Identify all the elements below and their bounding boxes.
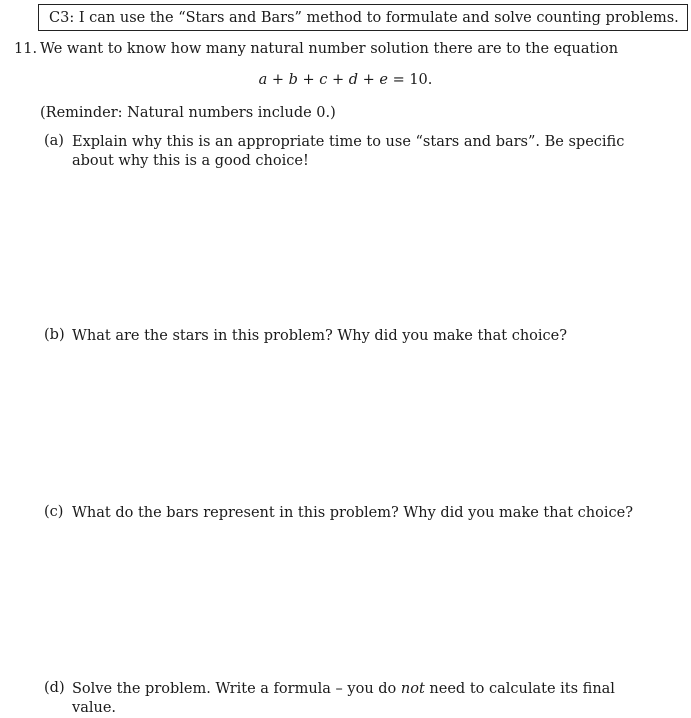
- equation-lhs: a + b + c + d + e: [258, 72, 388, 88]
- part-c-text: What do the bars represent in this problem? Why did you make that choice?: [72, 505, 633, 521]
- reminder-note: (Reminder: Natural numbers include 0.): [40, 105, 336, 121]
- part-d-emphasis: not: [400, 681, 425, 697]
- part-b-text: What are the stars in this problem? Why did you make that choice?: [72, 328, 567, 344]
- part-d-text-before: Solve the problem. Write a formula – you do: [72, 681, 397, 697]
- question-text: We want to know how many natural number solution there are to the equation: [40, 41, 619, 57]
- part-d-text: [72, 680, 662, 718]
- part-a-label: (a): [44, 133, 64, 149]
- learning-objective-text: C3: I can use the “Stars and Bars” method to formulate and solve counting problems.: [49, 10, 679, 26]
- part-d-label: (d): [44, 680, 65, 696]
- part-d-text-after: need to calculate its final value.: [72, 681, 615, 716]
- part-b-label: (b): [44, 327, 65, 343]
- equation-rhs: = 10.: [392, 72, 433, 88]
- question-number: 11.: [14, 41, 38, 57]
- part-c-label: (c): [44, 504, 64, 520]
- learning-objective-box: [38, 4, 688, 31]
- equation: [0, 72, 691, 88]
- part-a-text: Explain why this is an appropriate time to use “stars and bars”. Be specific about why this is a good choice!: [72, 134, 625, 169]
